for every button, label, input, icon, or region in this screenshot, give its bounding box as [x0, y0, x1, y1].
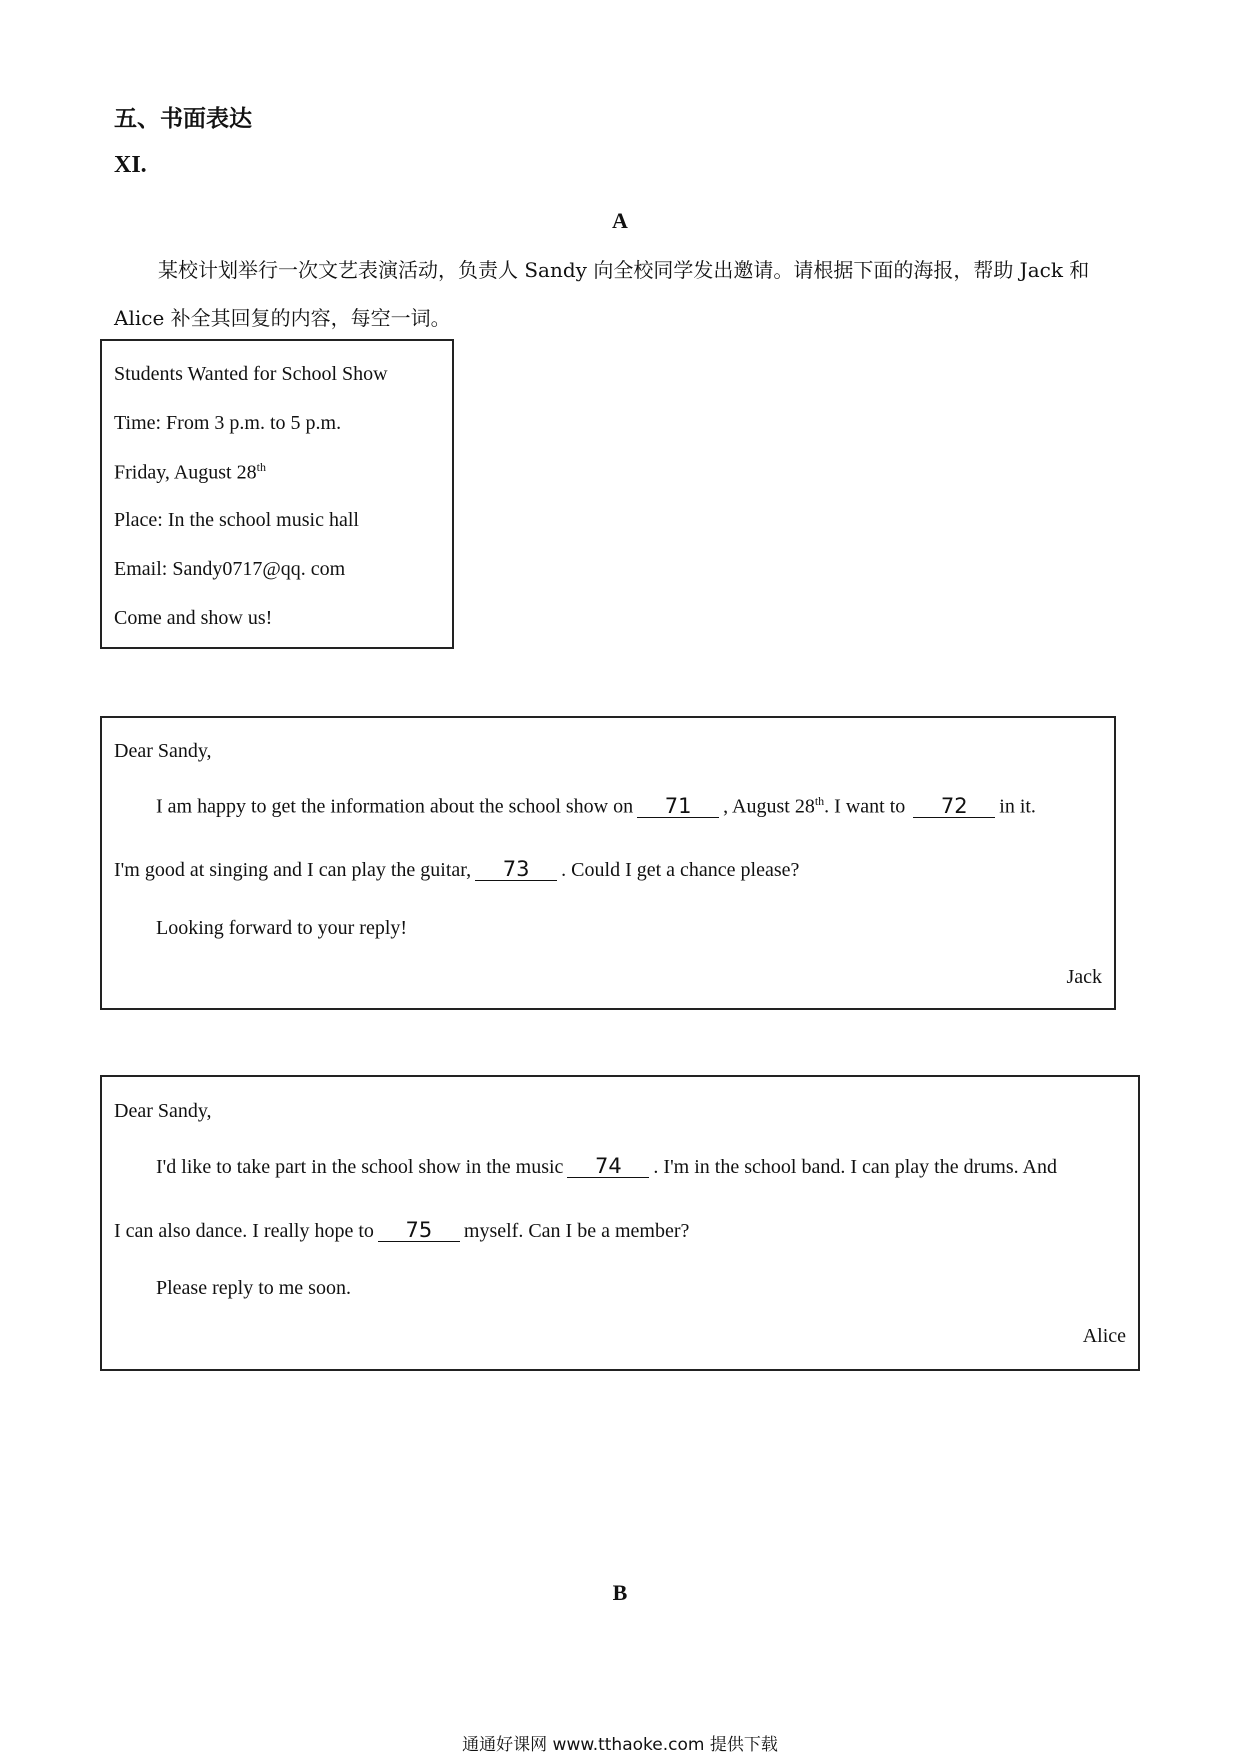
section-heading: 五、书面表达: [114, 106, 252, 132]
answer-blank-74[interactable]: 74: [567, 1155, 649, 1178]
question-number: XI.: [114, 152, 147, 178]
instructions: 某校计划举行一次文艺表演活动，负责人 Sandy 向全校同学发出邀请。请根据下面的海报，帮助 Jack 和 Alice 补全其回复的内容，每空一词。: [114, 258, 1090, 330]
letter-alice-line2: I can also dance. I really hope to 75 myself. Can I be a member?: [114, 1218, 690, 1242]
part-b-label: B: [612, 1580, 628, 1605]
answer-blank-71[interactable]: 71: [637, 795, 719, 818]
letter-jack: [100, 716, 1116, 1010]
letter-jack-line2: I'm good at singing and I can play the guitar, 73 . Could I get a chance please?: [114, 857, 800, 881]
poster-closing: Come and show us!: [114, 607, 273, 629]
footer: 通通好课网 www.tthaoke.com 提供下载: [462, 1735, 778, 1755]
letter-jack-signature: Jack: [1066, 966, 1102, 988]
answer-blank-72[interactable]: 72: [913, 795, 995, 818]
answer-blank-73[interactable]: 73: [475, 858, 557, 881]
part-a-label: A: [612, 208, 628, 233]
letter-jack-line3: Looking forward to your reply!: [156, 917, 408, 939]
poster-box: [100, 339, 454, 649]
poster-date: Friday, August 28th: [114, 460, 266, 484]
letter-alice-greeting: Dear Sandy,: [114, 1100, 212, 1122]
letter-alice-line3: Please reply to me soon.: [156, 1277, 351, 1299]
letter-jack-greeting: Dear Sandy,: [114, 740, 212, 762]
poster-email: Email: Sandy0717@qq. com: [114, 558, 346, 580]
poster-time: Time: From 3 p.m. to 5 p.m.: [114, 412, 342, 434]
poster-title: Students Wanted for School Show: [114, 363, 388, 385]
letter-alice: [100, 1075, 1140, 1371]
letter-jack-line1: I am happy to get the information about the school show on 71 , August 28th. I want to 72 in it.: [156, 793, 1036, 818]
letter-alice-signature: Alice: [1082, 1325, 1126, 1347]
poster-place: Place: In the school music hall: [114, 509, 359, 531]
letter-alice-line1: I'd like to take part in the school show in the music 74 . I'm in the school band. I can play the drums. And: [156, 1154, 1057, 1178]
answer-blank-75[interactable]: 75: [378, 1219, 460, 1242]
